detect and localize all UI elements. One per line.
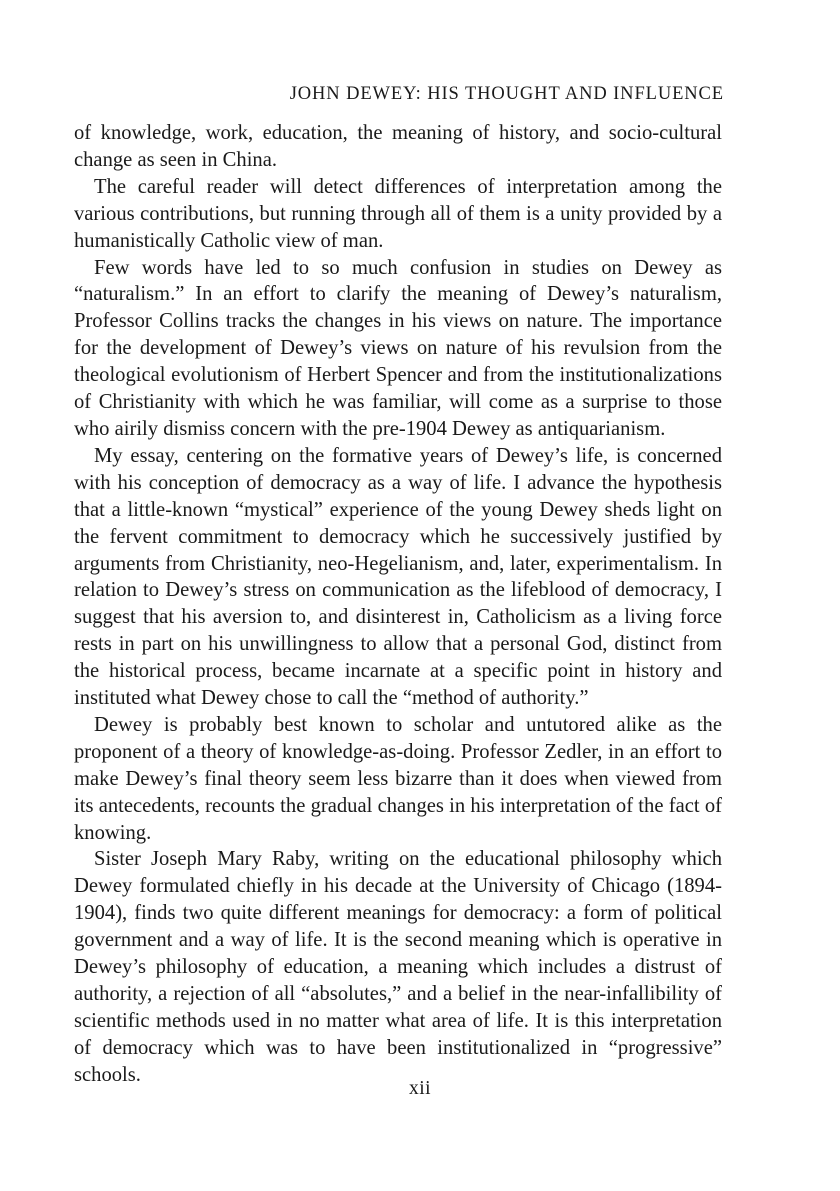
- paragraph-continued: of knowledge, work, education, the meaning of history, and socio-cultural change as seen in China.: [74, 122, 722, 171]
- paragraph: Few words have led to so much confusion in studies on Dewey as “naturalism.” In an effort to clarify the meaning of Dewey’s naturalism, Professor Collins tracks the changes in his views on nature. The importance for the development of Dewey’s views on nature of his revulsion from the theological evolutionism of Herbert Spencer and from the institutionalizations of Christianity with which he was familiar, will come as a surprise to those who airily dismiss concern with the pre-1904 Dewey as antiquarianism.: [74, 256, 722, 440]
- paragraph: My essay, centering on the formative years of Dewey’s life, is concerned with his conception of democracy as a way of life. I advance the hypothesis that a little-known “mystical” experience of the young Dewey sheds light on the fervent commitment to democracy which he successively justified by arguments from Christianity, neo-Hegelianism, and, later, experimentalism. In relation to Dewey’s stress on communication as the lifeblood of democracy, I suggest that his aversion to, and disinterest in, Catholicism as a living force rests in part on his unwillingness to allow that a personal God, distinct from the historical process, became incarnate at a specific point in history and instituted what Dewey chose to call the “method of authority.”: [74, 444, 722, 710]
- paragraph: Sister Joseph Mary Raby, writing on the educational philosophy which Dewey formulated chiefly in his decade at the University of Chicago (1894-1904), finds two quite different meanings for democracy: a form of political government and a way of life. It is the second meaning which is operative in Dewey’s philosophy of education, a meaning which includes a distrust of authority, a rejection of all “absolutes,” and a belief in the near-infallibility of scientific methods used in no matter what area of life. It is this interpretation of democracy which was to have been institutionalized in “progressive” schools.: [74, 848, 722, 1086]
- running-head: JOHN DEWEY: HIS THOUGHT AND INFLUENCE: [289, 84, 724, 104]
- paragraph: The careful reader will detect differences of interpretation among the various contributions, but running through all of them is a unity provided by a humanistically Catholic view of man.: [74, 175, 722, 252]
- page-number: xii: [408, 1078, 432, 1099]
- paragraph: Dewey is probably best known to scholar and untutored alike as the proponent of a theory of knowledge-as-doing. Professor Zedler, in an effort to make Dewey’s final theory seem less bizarre than it does when viewed from its antecedents, recounts the gradual changes in his interpretation of the fact of knowing.: [74, 713, 722, 844]
- body-text: [74, 120, 722, 1089]
